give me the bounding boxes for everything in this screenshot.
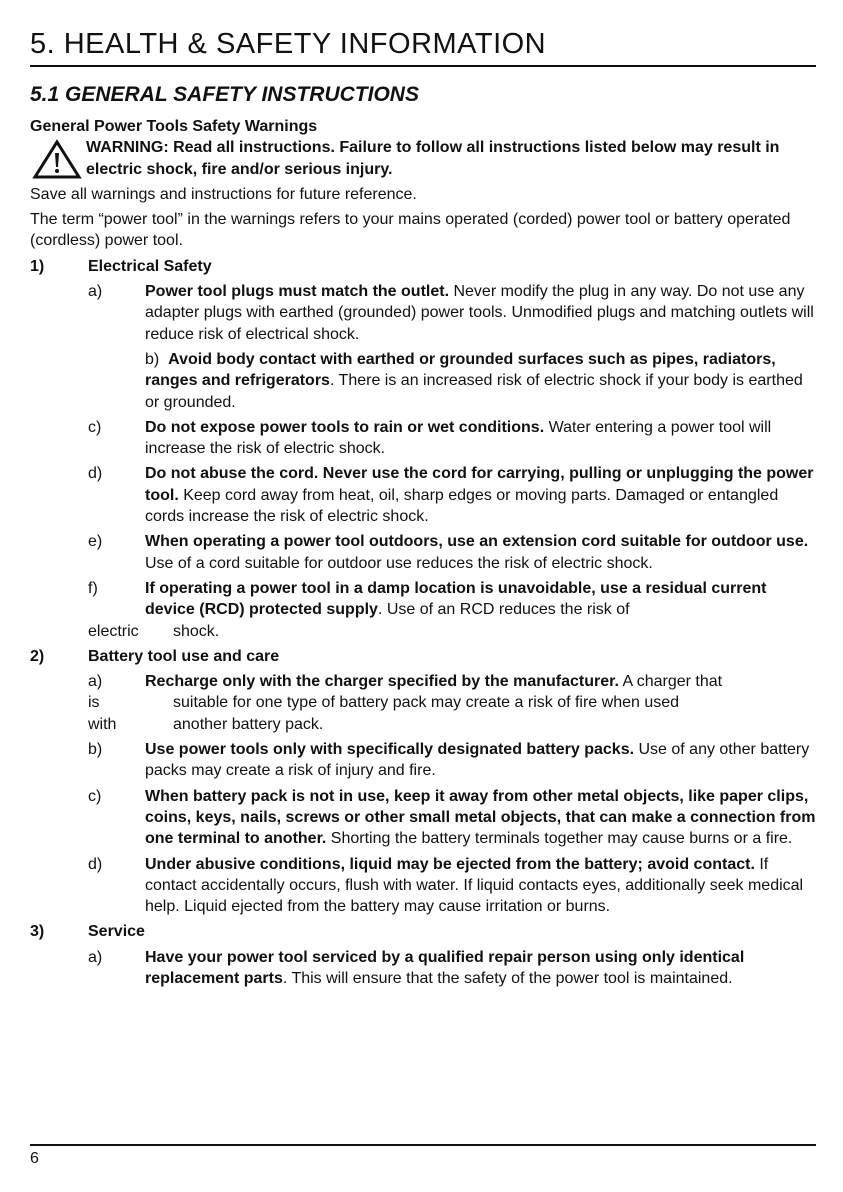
item-bold: If operating a power tool in a damp location is unavoidable, use a residual current device (RCD) protected supply [145, 579, 767, 619]
intro-heading: General Power Tools Safety Warnings [30, 118, 318, 135]
section-title: Service [88, 923, 145, 941]
continuation-text: shock. [173, 622, 220, 640]
item-bold: Power tool plugs must match the outlet. [145, 283, 450, 301]
list-item [30, 739, 820, 782]
list-item [30, 854, 820, 918]
section-battery-tool-use [30, 646, 820, 667]
list-item [30, 463, 820, 527]
item-text: Use of a cord suitable for outdoor use reduces the risk of electric shock. [145, 554, 653, 572]
item-letter: c) [88, 787, 102, 805]
item-bold: When operating a power tool outdoors, use an extension cord suitable for outdoor use. [145, 533, 809, 551]
section-electrical-safety [30, 256, 820, 277]
item-continuation [30, 621, 820, 642]
item-text: Shorting the battery terminals together may cause burns or a fire. [326, 830, 793, 848]
list-item [30, 578, 820, 621]
list-item [30, 281, 820, 345]
item-bold: Recharge only with the charger specified by the manufacturer. [145, 673, 619, 691]
item-letter: d) [88, 465, 103, 483]
section-heading: 5.1 GENERAL SAFETY INSTRUCTIONS [30, 83, 419, 106]
item-bold: Under abusive conditions, liquid may be ejected from the battery; avoid contact. [145, 855, 755, 873]
term-note: The term “power tool” in the warnings refers to your mains operated (corded) power tool or battery operated (cordless) power tool. [30, 211, 791, 250]
section-number: 2) [30, 647, 45, 665]
item-letter: c) [88, 418, 102, 436]
item-bold: Do not abuse the cord. Never use the cord for carrying, pulling or unplugging the power tool. [145, 465, 814, 504]
section-number: 3) [30, 923, 45, 941]
item-text: . Use of an RCD reduces the risk of [377, 601, 630, 619]
section-service [30, 921, 820, 942]
continuation-text: another battery pack. [173, 715, 324, 733]
item-bold: When battery pack is not in use, keep it away from other metal objects, like paper clips, coins, keys, nails, screws or other small metal objects, that can make a connection from one terminal to another. [145, 787, 816, 848]
continuation-word: electric [88, 622, 139, 640]
section-title: Electrical Safety [88, 257, 212, 275]
list-item [30, 671, 820, 692]
item-text: Never modify the plug in any way. Do not use any adapter plugs with earthed (grounded) power tools. Unmodified plugs and matching outlets will reduce risk of electrical shock. [145, 283, 814, 343]
continuation-word: is [88, 694, 100, 712]
item-letter: a) [88, 948, 103, 966]
item-continuation [30, 714, 820, 735]
list-item [30, 349, 820, 413]
item-text: A charger that [618, 673, 723, 691]
item-text: . This will ensure that the safety of the power tool is maintained. [282, 969, 733, 987]
header-rule [30, 65, 816, 67]
item-text: If contact accidentally occurs, flush with water. If liquid contacts eyes, additionally seek medical help. Liquid ejected from the battery may cause irritation or burns. [145, 855, 804, 916]
continuation-word: with [88, 715, 117, 733]
item-bold: Avoid body contact with earthed or grounded surfaces such as pipes, radiators, ranges and refrigerators [145, 350, 776, 390]
item-bold: Do not expose power tools to rain or wet conditions. [145, 418, 545, 436]
item-bold: Use power tools only with specifically designated battery packs. [145, 741, 635, 759]
footer-rule [30, 1144, 816, 1146]
save-note: Save all warnings and instructions for future reference. [30, 185, 417, 203]
item-letter: f) [88, 579, 98, 597]
warning-block [30, 137, 820, 180]
section-title: Battery tool use and care [88, 647, 280, 665]
list-item [30, 786, 820, 850]
list-item [30, 947, 820, 990]
warning-triangle-icon [32, 139, 82, 179]
section-number: 1) [30, 257, 45, 275]
item-letter: d) [88, 855, 103, 873]
continuation-text: suitable for one type of battery pack may create a risk of fire when used [173, 694, 680, 712]
item-bold: Have your power tool serviced by a qualified repair person using only identical replacement parts [145, 948, 745, 987]
item-letter: a) [88, 283, 103, 301]
item-letter: e) [88, 533, 103, 551]
document-body [30, 82, 820, 993]
item-text: . There is an increased risk of electric shock if your body is earthed or grounded. [145, 372, 803, 411]
warning-text: WARNING: Read all instructions. Failure to follow all instructions listed below may result in electric shock, fire and/or serious injury. [86, 139, 780, 178]
list-item [30, 417, 820, 460]
item-text: Keep cord away from heat, oil, sharp edges or moving parts. Damaged or entangled cords increase the risk of electric shock. [145, 486, 779, 526]
item-letter: b) [88, 741, 103, 759]
item-letter: b) [145, 350, 160, 368]
page-title: 5. HEALTH & SAFETY INFORMATION [30, 28, 547, 60]
item-letter: a) [88, 673, 103, 691]
item-continuation [30, 692, 820, 713]
list-item [30, 531, 820, 574]
item-text: Use of any other battery packs may create a risk of injury and fire. [145, 741, 810, 780]
item-text: Water entering a power tool will increase the risk of electric shock. [145, 418, 772, 458]
page-number: 6 [30, 1150, 39, 1167]
